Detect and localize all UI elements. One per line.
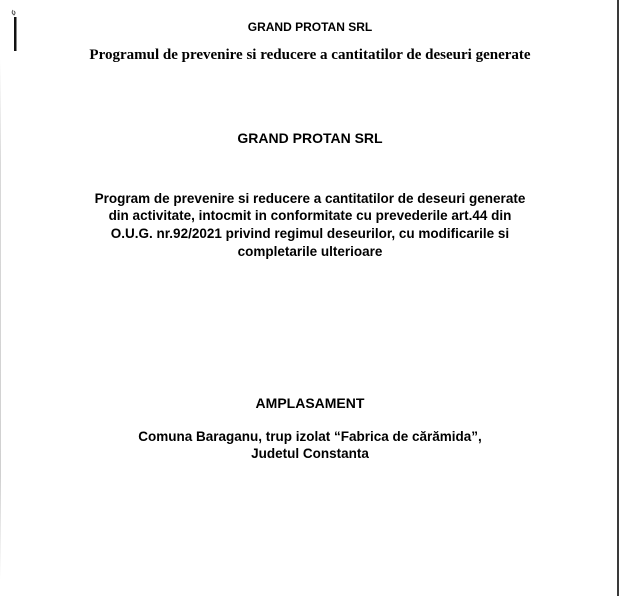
description-line: O.U.G. nr.92/2021 privind regimul deseurilor, cu modificarile si <box>110 226 510 241</box>
location-line: Judetul Constanta <box>251 446 369 461</box>
scan-edge-right <box>617 0 619 596</box>
description-line: din activitate, intocmit in conformitate cu prevederile art.44 din <box>108 208 512 223</box>
header-document-title: Programul de prevenire si reducere a cantitatilor de deseuri generate <box>89 47 531 63</box>
location-line: Comuna Baraganu, trup izolat “Fabrica de cărămida”, <box>138 429 482 444</box>
company-name: GRAND PROTAN SRL <box>237 130 383 146</box>
description-line: Program de prevenire si reducere a cantitatilor de deseuri generate <box>94 191 526 206</box>
description-line: completarile ulterioare <box>237 244 383 259</box>
header-company-name: GRAND PROTAN SRL <box>247 20 373 34</box>
location-heading: AMPLASAMENT <box>255 395 365 411</box>
